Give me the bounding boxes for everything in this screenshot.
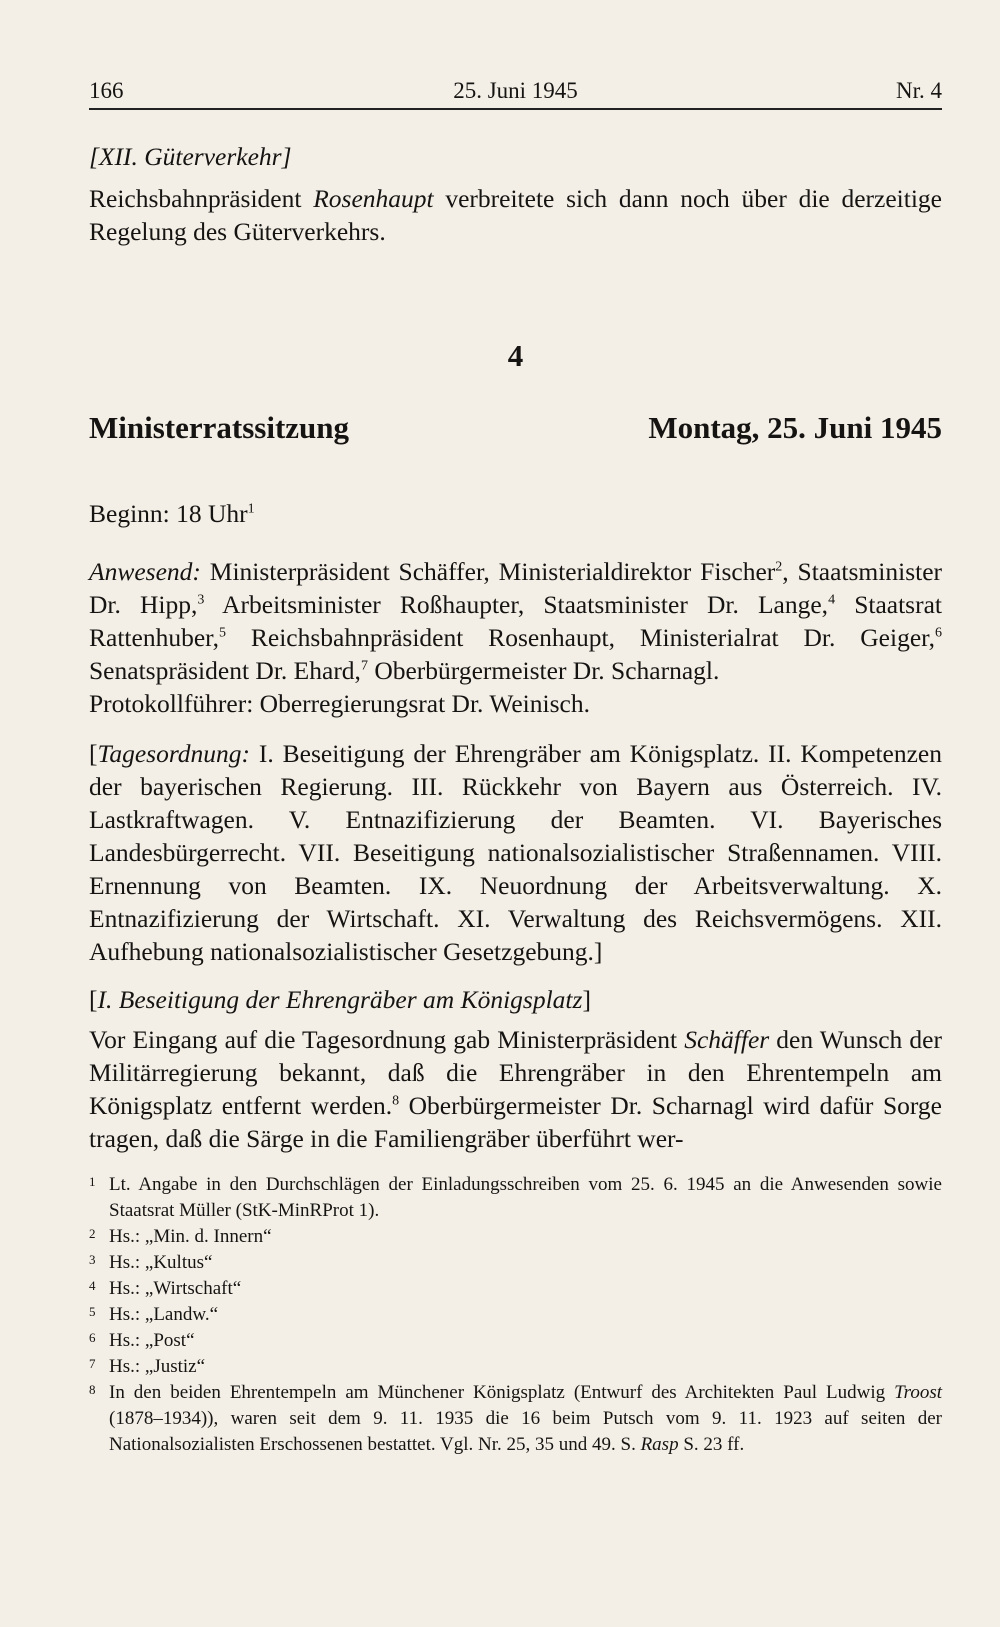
prev-section-heading: [XII. Güterverkehr] (89, 142, 292, 171)
agenda-label: Tagesordnung: (97, 739, 251, 768)
footnote: 1 Lt. Angabe in den Durchschlägen der Einladungsschreiben vom 25. 6. 1945 an die Anwesenden sowie Staatsrat Müller (StK-MinRProt 1). (89, 1174, 942, 1221)
meeting-title: Ministerratssitzung (89, 410, 350, 445)
footnote: 8 In den beiden Ehrentempeln am Münchener Königsplatz (Entwurf des Architekten Paul Ludwig Troost (1878–1934)), waren seit dem 9. 11. 1935 die 16 beim Putsch vom 9. 11. 1923 auf seiten der Nationalsozialisten Erschossenen bestattet. Vgl. Nr. 25, 35 und 49. S. Rasp S. 23 ff. (89, 1382, 942, 1455)
running-header (89, 76, 942, 110)
attendees-label: Anwesend: (89, 557, 201, 586)
footnotes (89, 1172, 942, 1458)
footnote: 4 Hs.: „Wirtschaft“ (89, 1278, 242, 1299)
footnote: 5 Hs.: „Landw.“ (89, 1304, 219, 1325)
section-1-heading: [I. Beseitigung der Ehrengräber am Königsplatz] (89, 985, 591, 1014)
footnote: 7 Hs.: „Justiz“ (89, 1356, 206, 1377)
document-number-heading: 4 (507, 338, 524, 373)
header-date: 25. Juni 1945 (453, 78, 578, 103)
footnote: 6 Hs.: „Post“ (89, 1330, 195, 1351)
document-number: Nr. 4 (896, 78, 942, 103)
footnote: 2 Hs.: „Min. d. Innern“ (89, 1226, 272, 1247)
attendees-paragraph: Anwesend: Ministerpräsident Schäffer, Ministerialdirektor Fischer$^2$, Staatsminister Dr. Hipp,$^3$ Arbeitsminister Roßhaupter, Staatsminister Dr. Lange,$^4$ Staatsrat Rattenhuber,$^5$ Reichsbahnpräsident Rosenhaupt, Ministerialrat Dr. Geiger,$^6$ Senatspräsident Dr. Ehard,$^7$ Oberbürgermeister Dr. Scharnagl. Protokollführer: Oberregierungsrat Dr. Weinisch. (89, 557, 943, 718)
footnote: 3 Hs.: „Kultus“ (89, 1252, 213, 1273)
meeting-date: Montag, 25. Juni 1945 (648, 410, 942, 445)
agenda-paragraph: [Tagesordnung: I. Beseitigung der Ehrengräber am Königsplatz. II. Kompetenzen der bayerischen Regierung. III. Rückkehr von Bayern aus Österreich. IV. Lastkraftwagen. V. Entnazifizierung der Beamten. VI. Bayerisches Landesbürgerrecht. VII. Beseitigung nationalsozialistischer Straßennamen. VIII. Ernennung von Beamten. IX. Neuordnung der Arbeitsverwaltung. X. Entnazifizierung der Wirtschaft. XI. Verwaltung des Reichsvermögens. XII. Aufhebung nationalsozialistischer Gesetzgebung.] (89, 739, 942, 966)
protocol-keeper: Protokollführer: Oberregierungsrat Dr. Weinisch. (89, 689, 590, 718)
section-1-paragraph: Vor Eingang auf die Tagesordnung gab Ministerpräsident Schäffer den Wunsch der Militärregierung bekannt, daß die Ehrengräber in den Ehrentempeln am Königsplatz entfernt werden.$^8$ Oberbürgermeister Dr. Scharnagl wird dafür Sorge tragen, daß die Särge in die Familiengräber überführt wer- (89, 1025, 942, 1153)
page-number: 166 (89, 78, 124, 103)
meeting-begin: Beginn: 18 Uhr$^1$ (89, 499, 255, 528)
prev-section-paragraph: Reichsbahnpräsident Rosenhaupt verbreitete sich dann noch über die derzeitige Regelung des Güterverkehrs. (89, 184, 942, 246)
